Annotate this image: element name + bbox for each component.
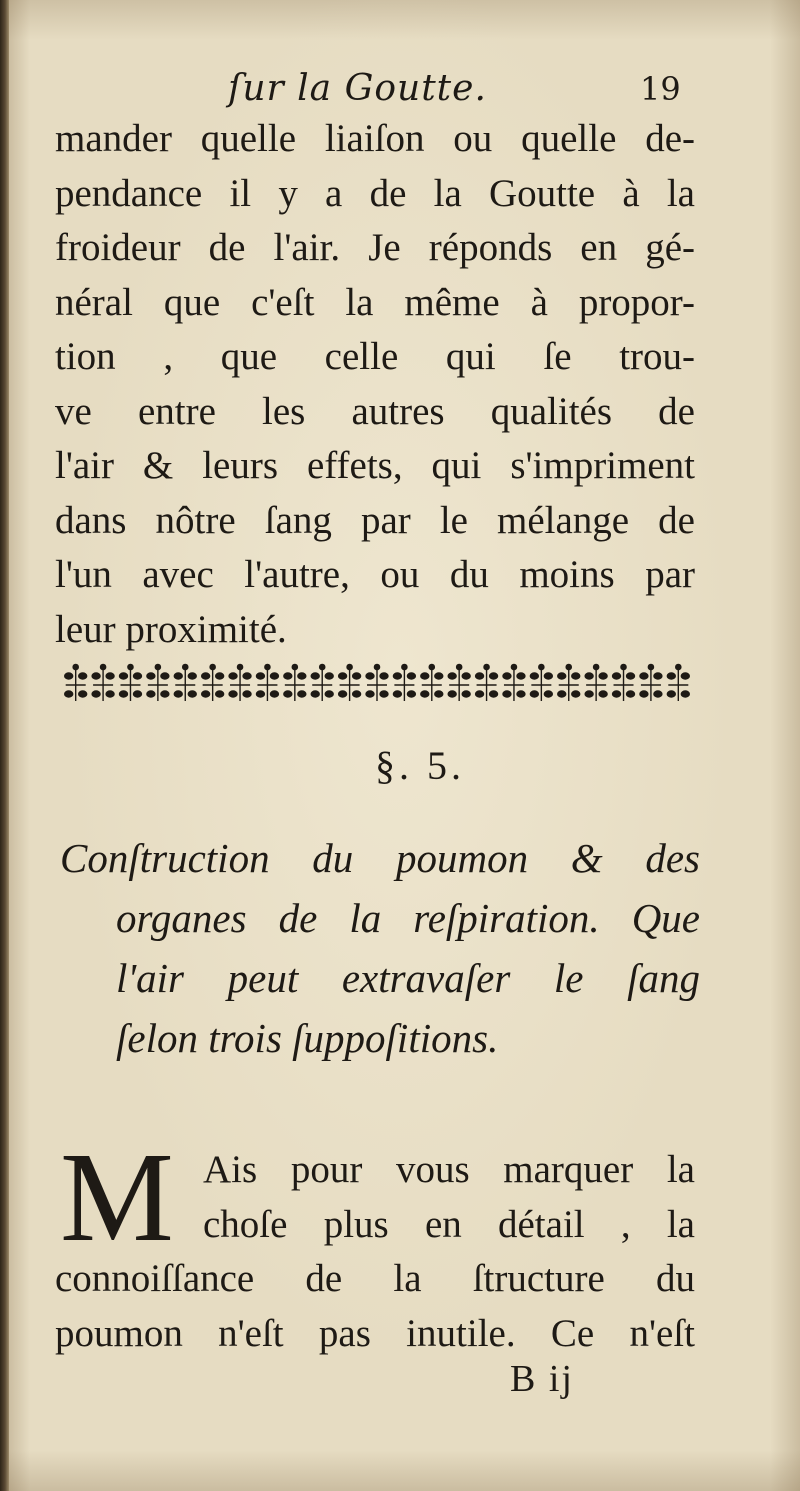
fleuron-glyph <box>256 664 278 701</box>
catchword: B ij <box>510 1358 574 1400</box>
fleuron-glyph <box>174 664 196 701</box>
text-line: mander quelle liaiſon ou quelle de- <box>55 117 695 160</box>
heading-line: Conſtruction du poumon & des <box>60 835 700 881</box>
text-line: l'un avec l'autre, ou du moins par <box>55 553 695 596</box>
fleuron-glyph <box>421 664 443 701</box>
text-line: connoiſſance de la ſtructure du <box>55 1257 695 1300</box>
text-line: leur proximité. <box>55 607 287 651</box>
text-line: poumon n'eſt pas inutile. Ce n'eſt <box>55 1311 695 1355</box>
fleuron-glyph <box>393 664 415 701</box>
running-head: ſur la Goutte. <box>228 68 487 109</box>
heading-line: organes de la reſpiration. Que <box>116 895 700 941</box>
fleuron-glyph <box>448 664 470 701</box>
fleuron-glyph <box>92 664 114 701</box>
fleuron-glyph <box>366 664 388 701</box>
text-line: dans nôtre ſang par le mélange de <box>55 498 695 542</box>
paragraph-2 <box>55 1126 695 1361</box>
fleuron-glyph <box>202 664 224 701</box>
fleuron-glyph <box>640 664 662 701</box>
fleuron-glyph <box>119 664 141 701</box>
text-line: Ais pour vous marquer la <box>203 1148 695 1191</box>
fleuron-glyph <box>311 664 333 701</box>
fleuron-glyph <box>284 664 306 701</box>
fleuron-glyph <box>613 664 635 701</box>
fleuron-glyph <box>65 664 87 701</box>
fleuron-border-icon <box>62 660 692 710</box>
text-line: froideur de l'air. Je réponds en gé- <box>55 226 695 269</box>
fleuron-glyph <box>558 664 580 701</box>
section-heading <box>60 828 700 1068</box>
text-line: choſe plus en détail , la <box>203 1202 695 1246</box>
heading-line: ſelon trois ſuppoſitions. <box>116 1015 499 1061</box>
text-line: ve entre les autres qualités de <box>55 389 695 433</box>
fleuron-glyph <box>585 664 607 701</box>
fleuron-glyph <box>476 664 498 701</box>
fleuron-glyph <box>667 664 689 701</box>
text-line: l'air & leurs effets, qui s'impriment <box>55 444 695 487</box>
page-number: 19 <box>640 70 681 108</box>
text-line: néral que c'eſt la même à propor- <box>55 280 695 324</box>
fleuron-glyph <box>503 664 525 701</box>
fleuron-glyph <box>530 664 552 701</box>
paragraph-1 <box>55 112 695 657</box>
text-line: pendance il y a de la Goutte à la <box>55 171 695 215</box>
drop-cap: M <box>60 1126 174 1268</box>
fleuron-glyph <box>229 664 251 701</box>
heading-line: l'air peut extravaſer le ſang <box>116 955 700 1001</box>
fleuron-glyph <box>339 664 361 701</box>
section-number: §. 5. <box>375 743 465 788</box>
text-line: tion , que celle qui ſe trou- <box>55 335 695 378</box>
fleuron-glyph <box>147 664 169 701</box>
